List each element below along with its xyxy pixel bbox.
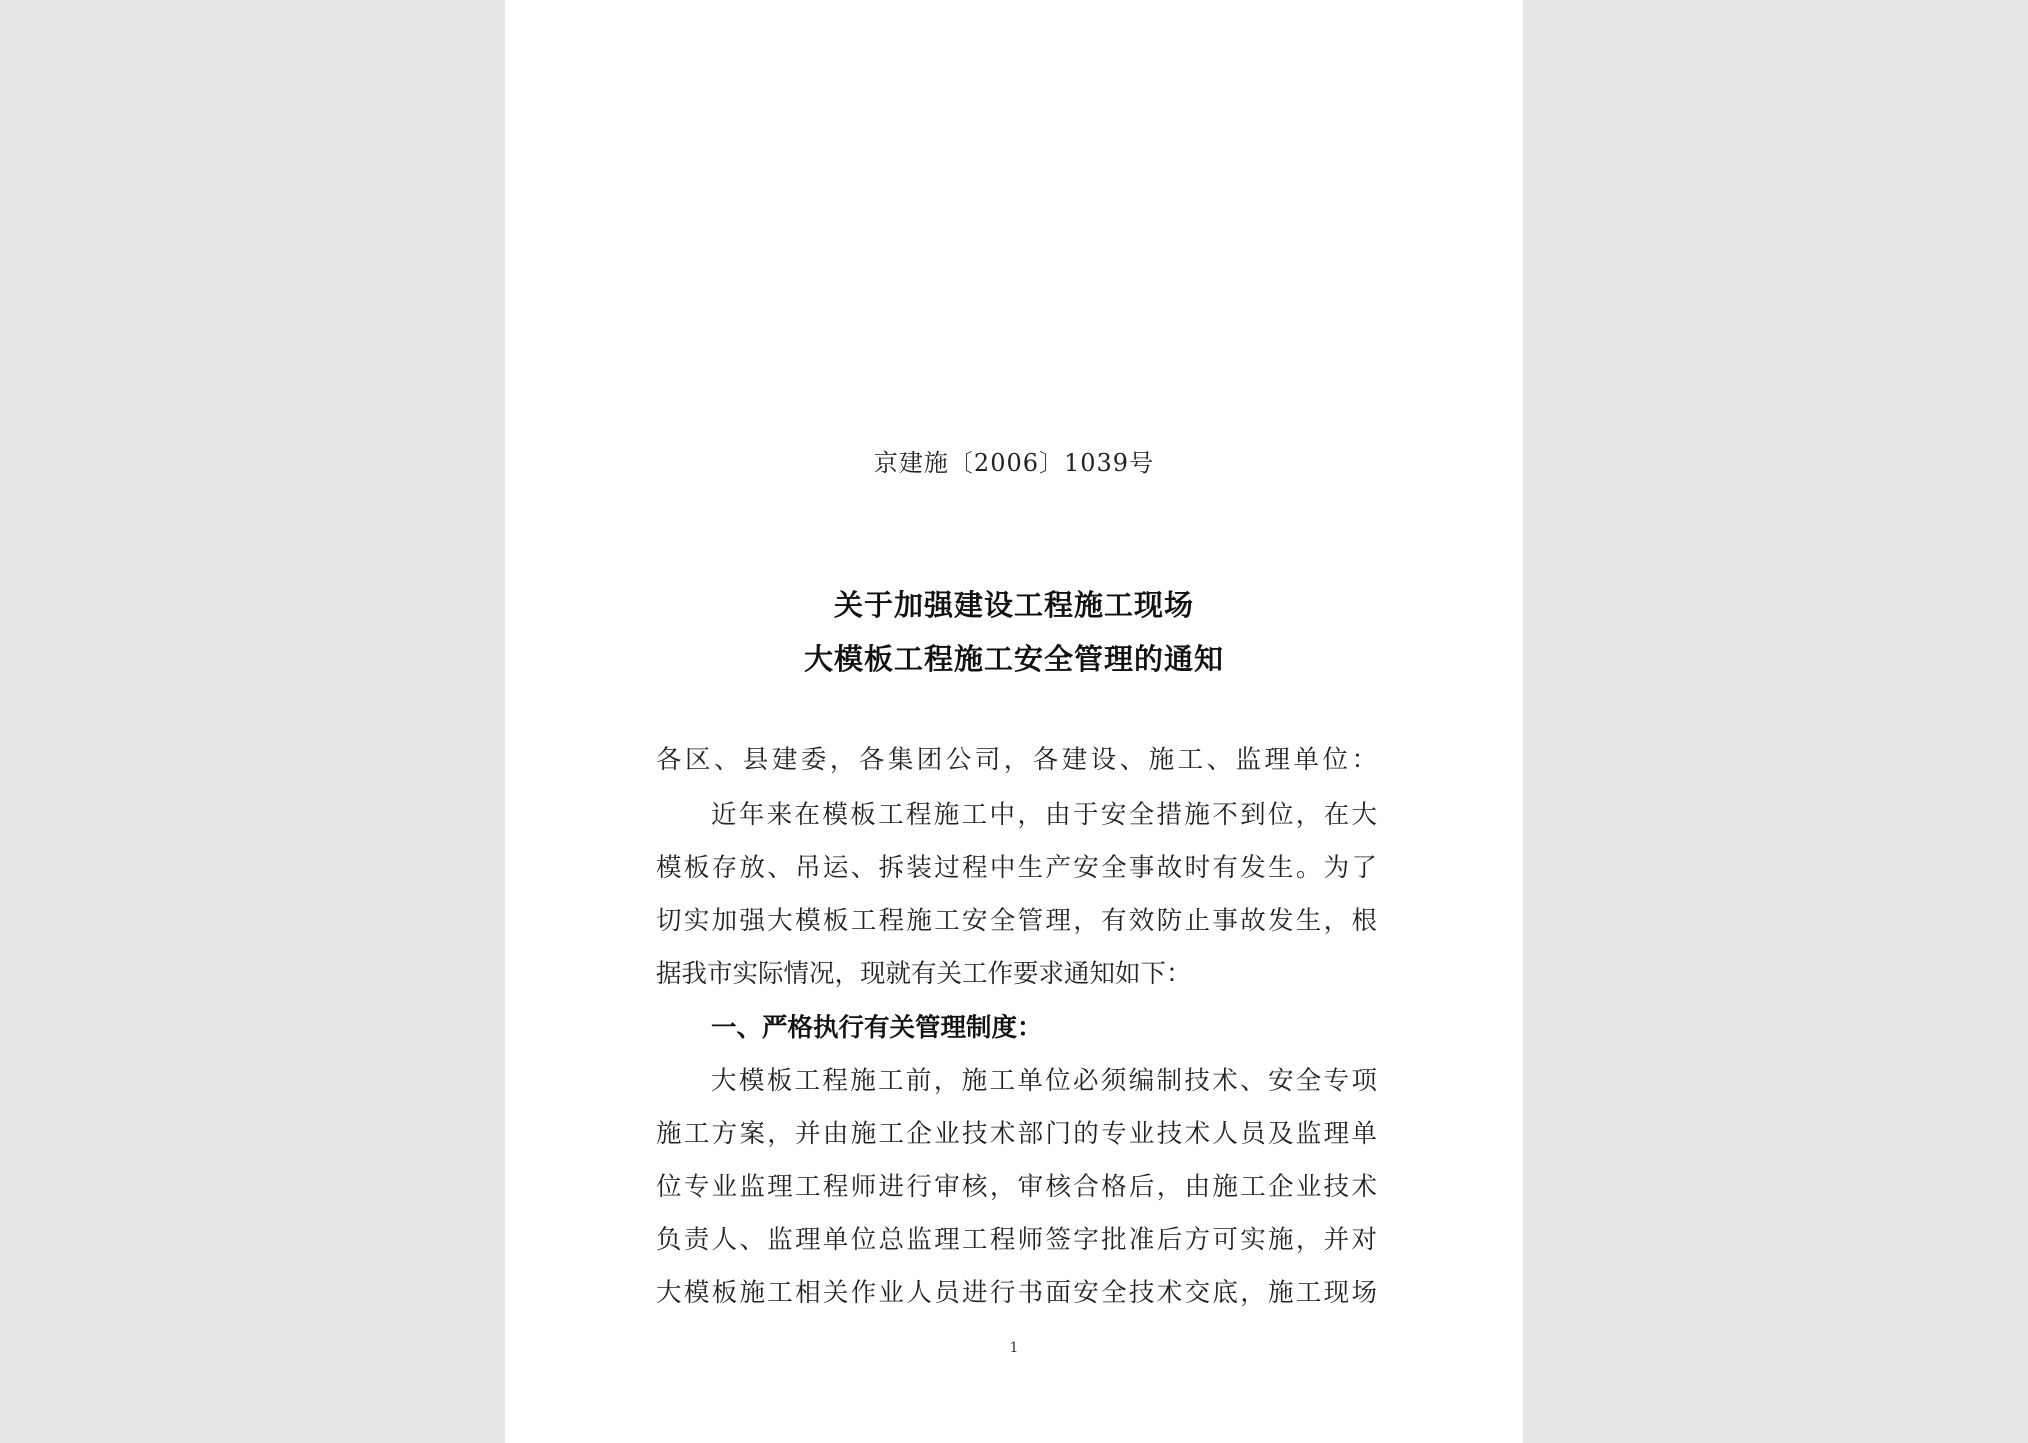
paragraph-line: 大模板工程施工前，施工单位必须编制技术、安全专项	[711, 1066, 1377, 1096]
paragraph-line: 据我市实际情况，现就有关工作要求通知如下：	[656, 959, 1192, 989]
paragraph-line: 大模板施工相关作业人员进行书面安全技术交底，施工现场	[656, 1278, 1377, 1308]
paragraph-line: 模板存放、吊运、拆装过程中生产安全事故时有发生。为了	[656, 853, 1377, 883]
paragraph-line: 切实加强大模板工程施工安全管理，有效防止事故发生，根	[656, 906, 1377, 936]
paragraph-line: 位专业监理工程师进行审核，审核合格后，由施工企业技术	[656, 1172, 1377, 1202]
paragraph-line: 施工方案，并由施工企业技术部门的专业技术人员及监理单	[656, 1119, 1377, 1149]
document-number: 京建施〔2006〕1039号	[873, 449, 1155, 477]
addressee-line: 各区、县建委，各集团公司，各建设、施工、监理单位：	[656, 745, 1377, 775]
document-page	[505, 0, 1523, 1443]
paragraph-line: 负责人、监理单位总监理工程师签字批准后方可实施，并对	[656, 1225, 1377, 1255]
document-title-line-1: 关于加强建设工程施工现场	[833, 588, 1194, 622]
paragraph-line: 近年来在模板工程施工中，由于安全措施不到位，在大	[711, 800, 1377, 830]
page-number: 1	[1009, 1340, 1019, 1356]
section-heading: 一、严格执行有关管理制度：	[711, 1013, 1043, 1043]
document-title-line-2: 大模板工程施工安全管理的通知	[803, 642, 1224, 676]
